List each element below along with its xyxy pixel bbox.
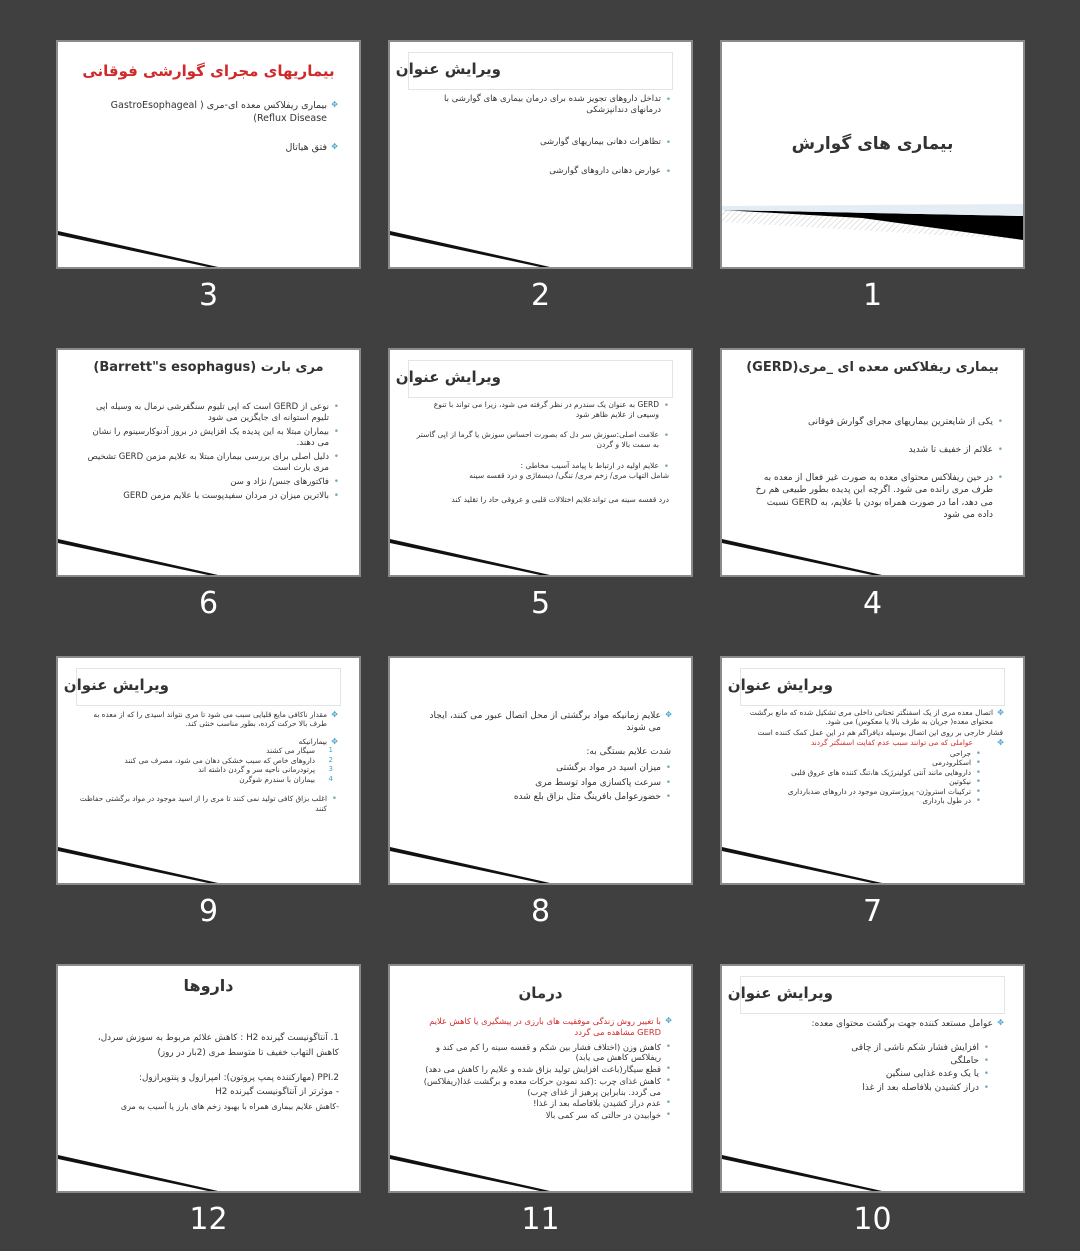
slide-number: 2 [530, 278, 551, 313]
slide-4-canvas [720, 348, 1025, 577]
slide-title: ویرایش عنوان [727, 984, 833, 1002]
bullet: • سرعت پاکسازی مواد توسط مری [418, 777, 671, 789]
bullet: ✥ عوامل مستعد کننده جهت برگشت محتوای معده: [746, 1018, 1003, 1030]
item-text: سیگار می کشند [266, 746, 315, 756]
slide-body [742, 708, 1003, 806]
diagonal-stripe [722, 525, 1023, 575]
item-text: بیماران با سندرم شوگرن [239, 774, 315, 784]
bullet: • بالاترین میزان در مردان سفیدپوست با علایم مزمن GERD [82, 491, 339, 502]
slide-number: 11 [521, 1202, 560, 1237]
slide-11-canvas [388, 964, 693, 1193]
diagonal-stripe [58, 217, 359, 267]
numbered-item [78, 756, 333, 765]
slide-9-canvas [56, 656, 361, 885]
bullet: ✥ بیمارانیکه [78, 737, 337, 746]
bullet: ✥ اتصال معده مری از یک اسفنگتر تحتانی داخلی مری تشکیل شده که مانع برگشت محتوای معده( جریان به طرف بالا یا معکوس) می شود. [742, 708, 1003, 727]
bullet: • اسکلرودرمی [742, 758, 981, 767]
slide-number: 5 [530, 586, 551, 621]
bullet: ✥ عواملی که می توانند سبب عدم کفایت اسفنگتر گردند [742, 738, 1003, 747]
bullet: • نیکوتین [742, 777, 981, 786]
slide-decoration [58, 217, 359, 267]
slide-number: 7 [862, 894, 883, 929]
bullet: • یکی از شایعترین بیماریهای مجرای گوارش فوقانی [750, 416, 1003, 428]
slide-10-canvas [720, 964, 1025, 1193]
bullet: • فاکتورهای جنس/ نژاد و سن [82, 477, 339, 488]
bullet: • یا یک وعده غذایی سنگین [746, 1068, 989, 1080]
bullet: • اغلب بزاق کافی تولید نمی کنند تا مری را از اسید موجود در مواد برگشتی حفاظت کنند [78, 794, 337, 813]
body-line: شامل التهاب مری/ زخم مری/ تنگی/ دیسفاژی و درد قفسه سینه [469, 470, 669, 480]
slide-decoration [390, 833, 691, 883]
bullet: • علامت اصلی:سوزش سر دل که بصورت احساس سوزش یا گرما از اپی گاستر به سمت بالا و گردن [410, 430, 669, 450]
bullet: ✥ مقدار ناکافی مایع قلیایی سبب می شود تا مری نتواند اسیدی را که از معده به طرف بالا حرکت کرده، بطور مناسب خنثی کند. [78, 710, 337, 729]
slide-title: درمان [518, 984, 563, 1002]
slide-title: ویرایش عنوان [63, 676, 169, 694]
diagonal-stripe [58, 525, 359, 575]
slide-body [82, 402, 339, 505]
slide-decoration [390, 525, 691, 575]
body-line: 1. آنتاگونیست گیرنده H2 : کاهش علائم مربوط به سوزش سردل، [97, 1033, 339, 1043]
slide-8-canvas [388, 656, 693, 885]
bullet: • در طول بارداری [742, 796, 981, 805]
bullet: • خوابیدن در حالتی که سر کمی بالا [410, 1110, 671, 1121]
slide-decoration [58, 525, 359, 575]
slide-body [80, 1032, 339, 1115]
item-text: پرتودرمانی ناحیه سر و گردن داشته اند [198, 765, 315, 775]
slide-7-canvas [720, 656, 1025, 885]
body-line: - موثرتر از آنتاگونیست گیرنده H2 [215, 1087, 339, 1098]
slide-body [418, 94, 671, 181]
body-line: -کاهش علایم بیماری همراه با بهبود زخم های بارز یا آسیب به مری [120, 1102, 339, 1111]
slide-number: 9 [198, 894, 219, 929]
diagonal-stripe [722, 833, 1023, 883]
slide-title: ویرایش عنوان [395, 368, 501, 386]
numbered-item [78, 746, 333, 755]
item-number: 3 [328, 765, 333, 774]
bullet: • قطع سیگار(باعث افزایش تولید بزاق شده و علایم را کاهش می دهد) [410, 1064, 671, 1075]
body-line: PPI.2 (مهارکننده پمپ پروتون): امپرازول و پنتوپرازول: [139, 1072, 339, 1083]
bullet: • میزان اسید در مواد برگشتی [418, 762, 671, 774]
slide-number: 4 [862, 586, 883, 621]
slide-title: بیماریهای مجرای گوارشی فوقانی [82, 62, 335, 80]
item-number: 2 [328, 755, 333, 764]
bullet: • عوارض دهانی داروهای گوارشی [418, 166, 671, 177]
slide-number: 6 [198, 586, 219, 621]
slide-body [418, 710, 671, 806]
body-line: کاهش التهاب خفیف تا متوسط مری (2بار در روز) [157, 1047, 339, 1058]
slide-number: 1 [862, 278, 883, 313]
slide-title: ویرایش عنوان [727, 676, 833, 694]
slide-6-canvas [56, 348, 361, 577]
numbered-item [78, 765, 333, 774]
body-line: فشار خارجی بر روی این اتصال بوسیله دیافراگم هم در این عمل کمک کننده است [757, 727, 1003, 737]
slide-title: مری بارت (Barrett"s esophagus) [93, 360, 324, 375]
bullet: • افزایش فشار شکم ناشی از چاقی [746, 1042, 989, 1054]
bullet: • دلیل اصلی برای بررسی بیماران مبتلا به علایم مزمن GERD تشخیص مری بارت است [82, 452, 339, 474]
slide-title: بیماری های گوارش [791, 134, 954, 154]
bullet: • علایم اولیه در ارتباط با پیامد آسیب مخاطی : [410, 461, 669, 471]
item-text: داروهای خاص که سبب خشکی دهان می شود، مصرف می کنند [124, 755, 315, 765]
bullet: • حاملگی [746, 1055, 989, 1067]
diagonal-stripe [390, 833, 691, 883]
slide-decoration [390, 1141, 691, 1191]
bullet: • علائم از خفیف تا شدید [750, 444, 1003, 456]
diagonal-stripe [390, 525, 691, 575]
diagonal-stripe [58, 1141, 359, 1191]
slide-body [410, 400, 669, 507]
slide-decoration [722, 525, 1023, 575]
diagonal-stripe [58, 833, 359, 883]
item-number: 4 [328, 774, 333, 783]
bullet: • بیماران مبتلا به این پدیده یک افزایش در بروز آدنوکارسینوم را نشان می دهند. [82, 427, 339, 449]
slide-number: 12 [189, 1202, 228, 1237]
slide-12-canvas [56, 964, 361, 1193]
slide-number: 8 [530, 894, 551, 929]
bullet: ✥ بیماری ریفلاکس معده ای-مری ( GastroEsophageal Reflux Disease) [98, 100, 337, 126]
bullet: • کاهش غذای چرب :(کند نمودن حرکات معده و برگشت غذا(ریفلاکس) می گردد. بنابراین پرهیز از غذای چرب) [410, 1076, 671, 1098]
slide-decoration [722, 1141, 1023, 1191]
bullet: • نوعی از GERD است که اپی تلیوم سنگفرشی نرمال به وسیله اپی تلیوم استوانه ای جایگزین می شود [82, 402, 339, 424]
slide-title: بیماری ریفلاکس معده ای _مری(GERD) [746, 360, 999, 375]
diagonal-stripe [722, 1141, 1023, 1191]
bullet: • کاهش وزن (اختلاف فشار بین شکم و قفسه سینه را کم می کند و ریفلاکس کاهش می یابد) [410, 1042, 671, 1064]
slide-decoration [390, 217, 691, 267]
item-number: 1 [328, 746, 333, 755]
bullet: • جراحی [742, 749, 981, 758]
slide-decoration [58, 833, 359, 883]
slide-body [750, 416, 1003, 524]
slide-2-canvas [388, 40, 693, 269]
bullet: ✥ علایم زمانیکه مواد برگشتی از محل اتصال عبور می کنند، ایجاد می شوند [418, 710, 671, 734]
body-line: شدت علایم بستگی به: [586, 747, 671, 758]
slide-number: 10 [853, 1202, 892, 1237]
slide-3-canvas [56, 40, 361, 269]
diagonal-stripe [390, 1141, 691, 1191]
bullet: ✥ با تغییر روش زندگی موفقیت های بارزی در پیشگیری یا کاهش علایم GERD مشاهده می گردد [410, 1016, 671, 1038]
bullet: • حضورعوامل بافرینگ مثل بزاق بلع شده [418, 791, 671, 803]
slide-1-decoration [722, 192, 1023, 267]
bullet: • تداخل داروهای تجویز شده برای درمان بیماری های گوارشی با درمانهای دندانپزشکی [418, 94, 671, 117]
bullet: • تظاهرات دهانی بیماریهای گوارشی [418, 137, 671, 148]
bullet: ✥ فتق هیاتال [98, 142, 337, 155]
slide-number: 3 [198, 278, 219, 313]
bullet: • عدم دراز کشیدن بلافاصله بعد از غذا! [410, 1098, 671, 1109]
slide-body [98, 100, 337, 157]
slide-body [746, 1018, 1003, 1097]
bullet: • داروهایی مانند آنتی کولینرژیک ها،تنگ کننده های عروق قلبی [742, 768, 981, 777]
slide-decoration [722, 833, 1023, 883]
slide-body [410, 1016, 671, 1124]
diagonal-stripe [390, 217, 691, 267]
bullet: • در حین ریفلاکس محتوای معده به صورت غیر فعال از معده به طرف مری رانده می شود. اگرچه این پدیده بطور طبیعی هم رخ می دهد، اما در صورت همراه بودن با علایم، به GERD نسبت داده می شود [750, 472, 1003, 521]
numbered-item [78, 775, 333, 784]
slide-title: داروها [183, 976, 234, 995]
slide-5-canvas [388, 348, 693, 577]
slide-decoration [58, 1141, 359, 1191]
slide-1-canvas [720, 40, 1025, 269]
bullet: • ترکیبات استروژن- پروژسترون موجود در داروهای ضدبارداری [742, 787, 981, 796]
slide-title: ویرایش عنوان [395, 60, 501, 78]
bullet: • GERD به عنوان یک سندرم در نظر گرفته می شود، زیرا می تواند با تنوع وسیعی از علایم ظاهر شود [410, 400, 669, 420]
body-note: درد قفسه سینه می تواندعلایم اختلالات قلبی و عروقی حاد را تقلید کند [451, 494, 669, 504]
bullet: • دراز کشیدن بلافاصله بعد از غذا [746, 1082, 989, 1094]
slide-body [78, 710, 337, 816]
